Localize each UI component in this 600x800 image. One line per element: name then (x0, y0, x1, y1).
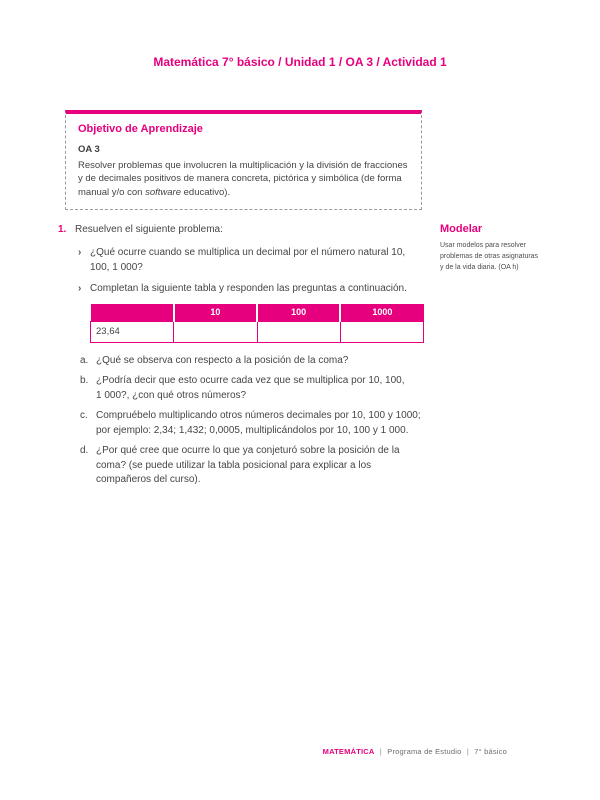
table-header-cell: 1000 (340, 304, 423, 321)
table-cell-empty (340, 321, 423, 342)
footer-separator: | (466, 747, 469, 756)
activity-section (58, 223, 424, 488)
footer-separator: | (379, 747, 382, 756)
activity-intro-text: Resuelven el siguiente problema: (75, 224, 223, 235)
activity-intro (58, 223, 424, 237)
question-label: b. (80, 375, 89, 386)
multiplication-table (90, 304, 424, 343)
margin-note-modelar (440, 223, 539, 274)
bullet-text: Completan la siguiente tabla y responden las preguntas a continuación. (90, 283, 407, 294)
table-header-cell: 100 (257, 304, 340, 321)
page-title: Matemática 7° básico / Unidad 1 / OA 3 / Actividad 1 (153, 55, 447, 69)
question-text: ¿Podría decir que esto ocurre cada vez que se multiplica por 10, 100, 1 000?, ¿con qué otros números? (96, 375, 405, 401)
table-row (91, 321, 424, 342)
table-cell-empty (257, 321, 340, 342)
table-header-row (91, 304, 424, 321)
question-item (80, 444, 424, 488)
question-item (80, 374, 424, 403)
bullet-list (78, 245, 424, 296)
footer-brand: MATEMÁTICA (322, 747, 375, 756)
question-text: Compruébelo multiplicando otros números decimales por 10, 100 y 1000; por ejemplo: 2,34; 1,432; 0,0005, multiplicándolos por 10, 100 y 1 000. (96, 410, 421, 436)
objective-description (78, 159, 409, 199)
margin-note-body: Usar modelos para resolver problemas de otras asignaturas y de la vida diaria. (OA h) (440, 242, 539, 271)
objective-text-italic: software (145, 186, 181, 198)
page-footer (323, 747, 507, 756)
activity-number: 1. (58, 224, 67, 235)
margin-note-title: Modelar (440, 223, 483, 235)
table-cell-empty (174, 321, 257, 342)
objective-text-pre: Resolver problemas que involucren la multiplicación y la división de fracciones y de decimales positivos de manera concreta, pictórica y simbólica (de forma manual y/o con (78, 160, 408, 198)
list-item (78, 245, 424, 275)
question-label: d. (80, 445, 89, 456)
multiplication-table-wrapper (90, 304, 424, 343)
table-cell-decimal: 23,64 (91, 321, 174, 342)
bullet-marker: › (78, 247, 82, 258)
question-text: ¿Por qué cree que ocurre lo que ya conjeturó sobre la posición de la coma? (se puede utilizar la tabla posicional para explicar a los compañeros del curso). (96, 445, 400, 485)
objective-box-title: Objetivo de Aprendizaje (78, 123, 203, 135)
list-item (78, 281, 424, 296)
footer-grade: 7° básico (474, 747, 507, 756)
bullet-text: ¿Qué ocurre cuando se multiplica un decimal por el número natural 10, 100, 1 000? (90, 247, 406, 273)
question-list (80, 354, 424, 488)
bullet-marker: › (78, 283, 82, 294)
question-label: c. (80, 410, 88, 421)
question-item (80, 409, 424, 438)
table-header-cell (91, 304, 174, 321)
learning-objective-box (65, 110, 422, 210)
question-label: a. (80, 354, 89, 366)
question-text: ¿Qué se observa con respecto a la posición de la coma? (96, 354, 349, 366)
footer-program: Programa de Estudio (387, 747, 462, 756)
objective-text-post: educativo). (180, 186, 231, 198)
question-item (80, 354, 424, 369)
table-header-cell: 10 (174, 304, 257, 321)
objective-code: OA 3 (78, 144, 100, 155)
